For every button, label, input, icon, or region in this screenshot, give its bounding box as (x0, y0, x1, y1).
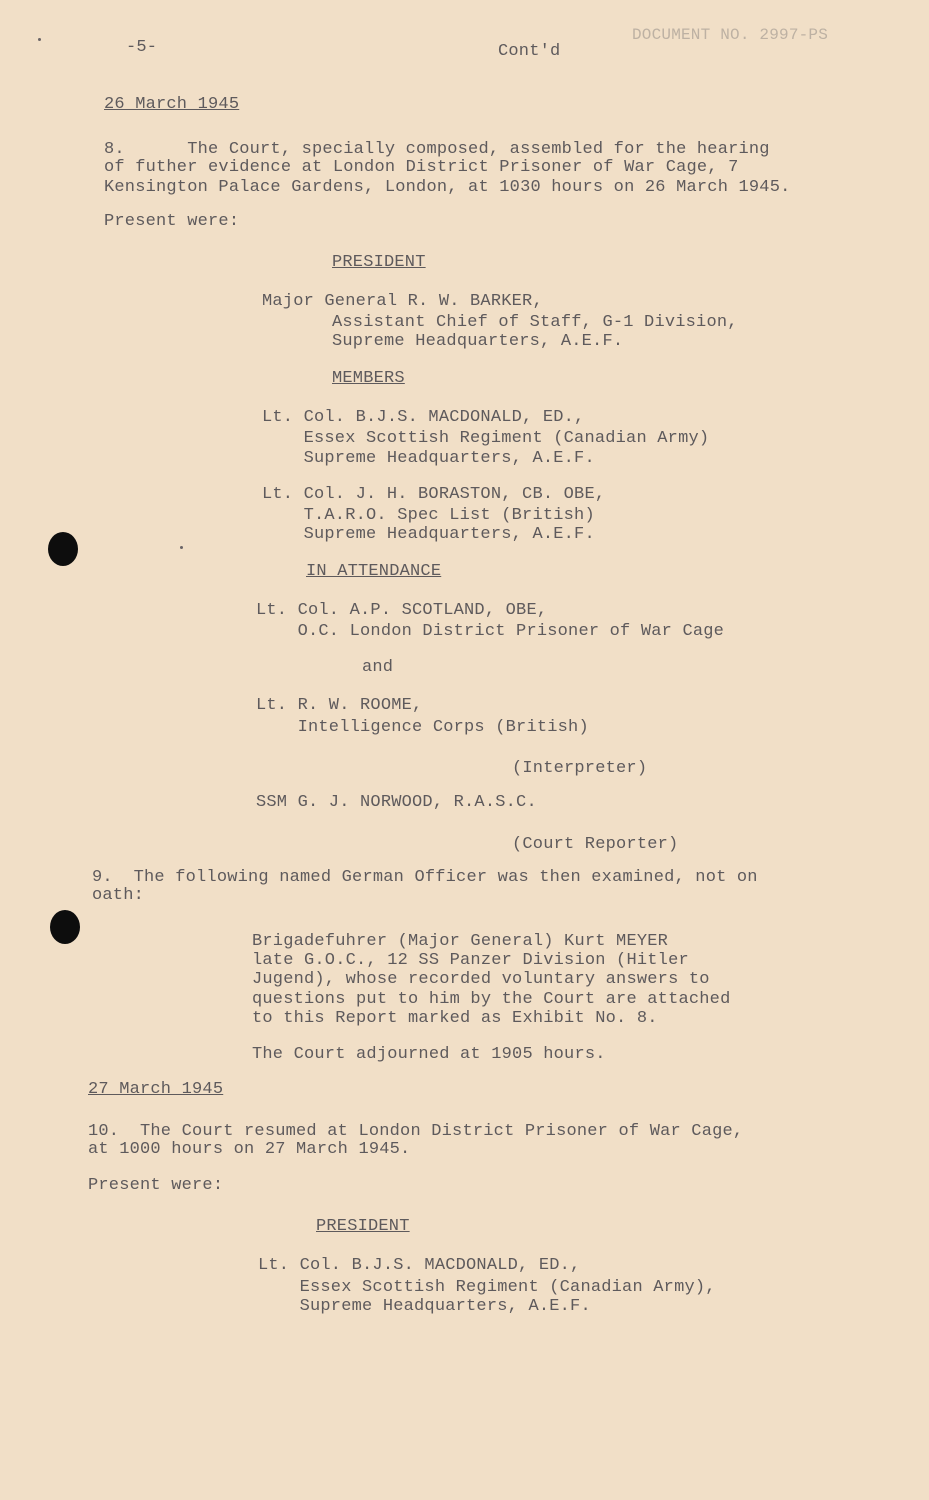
member-line: T.A.R.O. Spec List (British) (262, 506, 595, 525)
member-line: Supreme Headquarters, A.E.F. (262, 525, 595, 544)
present-were: Present were: (104, 212, 240, 231)
interpreter-label: (Interpreter) (512, 759, 648, 778)
adjourned-text: The Court adjourned at 1905 hours. (252, 1045, 606, 1064)
president-line: Major General R. W. BARKER, (262, 292, 543, 311)
ink-speck (38, 38, 41, 41)
president-line: Lt. Col. B.J.S. MACDONALD, ED., (258, 1256, 581, 1275)
meyer-line: late G.O.C., 12 SS Panzer Division (Hitler (252, 951, 689, 970)
paragraph-8-line: Kensington Palace Gardens, London, at 1030 hours on 26 March 1945. (104, 178, 791, 197)
paragraph-9-line: oath: (92, 886, 145, 905)
member-line: Supreme Headquarters, A.E.F. (262, 449, 595, 468)
page-number: -5- (126, 38, 158, 57)
members-heading: MEMBERS (332, 369, 405, 388)
punch-hole-upper (48, 532, 78, 566)
meyer-line: Brigadefuhrer (Major General) Kurt MEYER (252, 932, 669, 951)
reporter-role: (Court Reporter) (512, 835, 679, 854)
meyer-line: to this Report marked as Exhibit No. 8. (252, 1009, 658, 1028)
member-line: Lt. Col. B.J.S. MACDONALD, ED., (262, 408, 585, 427)
document-reference: DOCUMENT NO. 2997-PS (632, 26, 829, 44)
member-line: Essex Scottish Regiment (Canadian Army) (262, 429, 710, 448)
paragraph-9-line: 9. The following named German Officer was then examined, not on (92, 868, 758, 887)
paragraph-10-line: 10. The Court resumed at London District Prisoner of War Cage, (88, 1122, 744, 1141)
meyer-line: questions put to him by the Court are attached (252, 990, 731, 1009)
attendance-heading: IN ATTENDANCE (306, 562, 442, 581)
and-text: and (362, 658, 394, 677)
president-line: Assistant Chief of Staff, G-1 Division, (332, 313, 738, 332)
president-heading: PRESIDENT (332, 253, 426, 272)
meyer-line: Jugend), whose recorded voluntary answers to (252, 970, 710, 989)
reporter-name: SSM G. J. NORWOOD, R.A.S.C. (256, 793, 537, 812)
paragraph-8-line: 8. The Court, specially composed, assembled for the hearing (104, 140, 770, 159)
punch-hole-lower (50, 910, 80, 944)
attendance-line: Intelligence Corps (British) (256, 718, 589, 737)
member-line: Lt. Col. J. H. BORASTON, CB. OBE, (262, 485, 606, 504)
section-date: 27 March 1945 (88, 1080, 224, 1099)
present-were: Present were: (88, 1176, 224, 1195)
president-heading: PRESIDENT (316, 1217, 410, 1236)
paragraph-8-line: of futher evidence at London District Prisoner of War Cage, 7 (104, 158, 739, 177)
paragraph-10-line: at 1000 hours on 27 March 1945. (88, 1140, 411, 1159)
president-line: Supreme Headquarters, A.E.F. (332, 332, 624, 351)
attendance-line: Lt. R. W. ROOME, (256, 696, 423, 715)
president-line: Supreme Headquarters, A.E.F. (258, 1297, 591, 1316)
attendance-line: O.C. London District Prisoner of War Cage (256, 622, 725, 641)
attendance-line: Lt. Col. A.P. SCOTLAND, OBE, (256, 601, 548, 620)
ink-speck (180, 546, 183, 549)
contd-label: Cont'd (498, 42, 561, 61)
section-date: 26 March 1945 (104, 95, 240, 114)
president-line: Essex Scottish Regiment (Canadian Army), (258, 1278, 716, 1297)
